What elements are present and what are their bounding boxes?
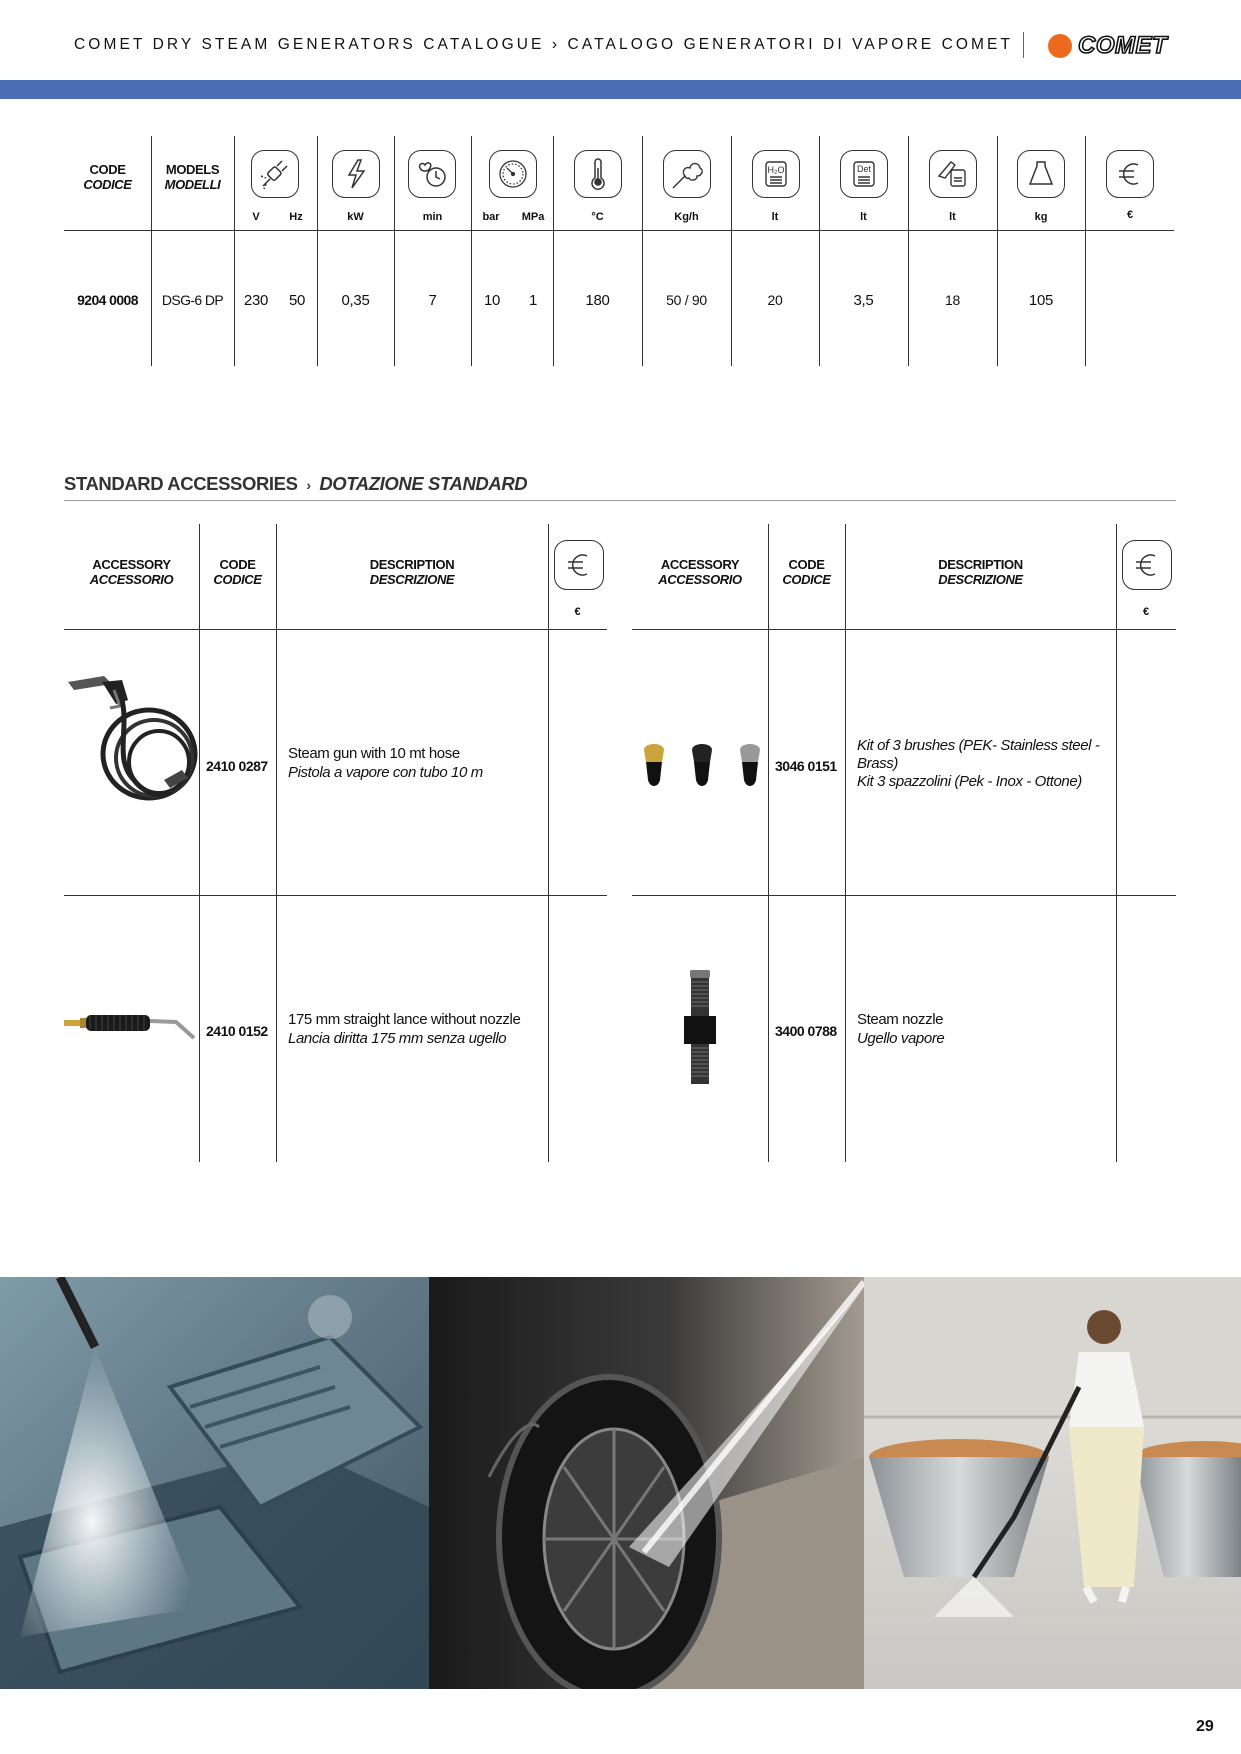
acc-header-rule	[632, 629, 1176, 630]
plug-icon	[251, 150, 299, 198]
acc-header-code: CODE CODICE	[213, 557, 262, 587]
header-separator	[1023, 32, 1024, 58]
unit-v: V	[252, 211, 260, 223]
accessory-description: Steam nozzle Ugello vapore	[857, 1011, 945, 1047]
unit-detergent-lt: lt	[860, 211, 867, 223]
unit-euro: €	[1126, 209, 1134, 221]
unit-water-lt: lt	[771, 211, 779, 223]
thermometer-icon	[574, 150, 622, 198]
unit-temp: °C	[591, 211, 604, 223]
spec-header-models: MODELS MODELLI	[164, 162, 221, 192]
brush-kit-image	[640, 740, 765, 790]
acc-col-divider	[1116, 524, 1117, 1162]
acc-header-rule	[64, 629, 607, 630]
heating-time-icon	[408, 150, 456, 198]
euro-icon	[1122, 540, 1172, 590]
steam-flow-icon	[663, 150, 711, 198]
spec-weight: 105	[1028, 292, 1054, 309]
acc-header-description: DESCRIPTION DESCRIZIONE	[369, 557, 455, 587]
acc-header-accessory: ACCESSORY ACCESSORIO	[89, 557, 174, 587]
unit-min: min	[422, 211, 443, 223]
straight-lance-image	[64, 1000, 199, 1050]
spec-col-divider	[997, 136, 998, 366]
spec-col-divider	[553, 136, 554, 366]
accessory-code: 2410 0287	[206, 758, 268, 774]
accessory-code: 3046 0151	[775, 758, 837, 774]
acc-col-divider	[199, 524, 200, 1162]
spec-detergent-capacity: 3,5	[853, 292, 874, 309]
svg-text:H₂O: H₂O	[767, 165, 785, 175]
weight-icon	[1017, 150, 1065, 198]
spec-col-divider	[819, 136, 820, 366]
acc-header-code: CODE CODICE	[782, 557, 831, 587]
spec-voltage: 230	[243, 292, 269, 309]
spec-frequency: 50	[288, 292, 306, 309]
accessory-code: 2410 0152	[206, 1023, 268, 1039]
spec-heating-time: 7	[428, 292, 437, 309]
spec-col-divider	[471, 136, 472, 366]
accessories-section-title: STANDARD ACCESSORIES › DOTAZIONE STANDARD	[64, 473, 528, 494]
acc-col-divider	[845, 524, 846, 1162]
acc-unit-euro: €	[574, 606, 581, 618]
euro-icon	[1106, 150, 1154, 198]
spec-pressure-bar: 10	[483, 292, 501, 309]
spec-header-rule	[64, 230, 1174, 231]
unit-kw: kW	[347, 211, 364, 223]
unit-mpa: MPa	[521, 211, 545, 223]
spec-col-divider	[908, 136, 909, 366]
spec-col-divider	[1085, 136, 1086, 366]
unit-hz: Hz	[289, 211, 303, 223]
spec-temperature: 180	[585, 292, 610, 309]
car-wheel-cleaning-photo	[429, 1277, 864, 1689]
spec-power: 0,35	[341, 292, 370, 309]
spec-col-divider	[642, 136, 643, 366]
acc-header-accessory: ACCESSORY ACCESSORIO	[658, 557, 742, 587]
power-icon	[332, 150, 380, 198]
section-rule	[64, 500, 1176, 501]
steam-gun-with-hose-image	[64, 670, 199, 815]
accessory-description: Kit of 3 brushes (PEK- Stainless steel - Brass) Kit 3 spazzolini (Pek - Inox - Ottone)	[857, 737, 1100, 790]
refill-tank-icon	[929, 150, 977, 198]
spec-refill-capacity: 18	[945, 292, 960, 308]
logo-wordmark: COMET	[1078, 32, 1168, 59]
acc-row-rule	[632, 895, 1176, 896]
catalogue-header-title: COMET DRY STEAM GENERATORS CATALOGUE › CATALOGO GENERATORI DI VAPORE COMET	[74, 36, 1014, 53]
spec-header-code: CODE CODICE	[83, 162, 132, 192]
spec-col-divider	[731, 136, 732, 366]
acc-header-description: DESCRIPTION DESCRIZIONE	[938, 557, 1023, 587]
spec-pressure-mpa: 1	[528, 292, 538, 309]
header-blue-bar	[0, 80, 1241, 99]
logo-dot-icon	[1048, 34, 1072, 58]
accessory-description: Steam gun with 10 mt hose Pistola a vapore con tubo 10 m	[288, 745, 483, 781]
unit-refill-lt: lt	[949, 211, 956, 223]
accessory-description: 175 mm straight lance without nozzle Lancia diritta 175 mm senza ugello	[288, 1011, 521, 1047]
unit-kg: kg	[1034, 211, 1048, 223]
unit-bar: bar	[482, 211, 500, 223]
unit-flow: Kg/h	[674, 211, 699, 223]
spec-col-divider	[317, 136, 318, 366]
spec-col-divider	[394, 136, 395, 366]
spec-model: DSG-6 DP	[161, 292, 224, 308]
page-number: 29	[1196, 1718, 1214, 1735]
detergent-tank-icon	[840, 150, 888, 198]
accessory-code: 3400 0788	[775, 1023, 837, 1039]
acc-unit-euro: €	[1142, 606, 1150, 618]
spec-code: 9204 0008	[77, 292, 138, 308]
acc-row-rule	[64, 895, 607, 896]
spec-steam-flow: 50 / 90	[666, 292, 707, 308]
pressure-gauge-icon	[489, 150, 537, 198]
acc-col-divider	[548, 524, 549, 1162]
euro-icon	[554, 540, 604, 590]
acc-col-divider	[276, 524, 277, 1162]
car-mat-cleaning-photo	[0, 1277, 429, 1689]
svg-text:Det: Det	[856, 164, 872, 174]
acc-col-divider	[768, 524, 769, 1162]
comet-logo	[1048, 32, 1183, 60]
spec-col-divider	[234, 136, 235, 366]
food-industry-cleaning-photo	[864, 1277, 1241, 1689]
spec-water-capacity: 20	[767, 292, 783, 308]
water-tank-icon	[752, 150, 800, 198]
steam-nozzle-image	[680, 968, 720, 1090]
